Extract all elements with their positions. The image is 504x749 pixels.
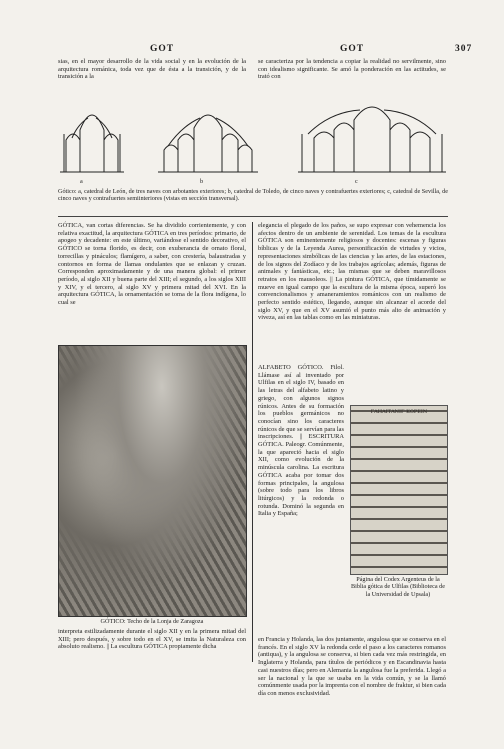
bottom-right-paragraph: en Francia y Holanda, las dos juntamente, angulosa que se conserva en el francés. En el siglo XV la redonda cede el paso a los caracteres romanos (antiqua), y la angulosa se conserva, si bien cada vez más restringida, en Inglaterra y Holanda, para títulos de periódicos y en Escandinavia hasta casi nuestros días; pero en Alemania la angulosa fue la preferida. Llegó a ser la nacional y la que se usaba en la vida común, y se la llamó comúnmente usada por la imprenta con el nombre de fraktur, si bien cada día con menos exclusividad. [258, 636, 446, 697]
column-rule [252, 222, 253, 662]
figure-label-b: b [200, 178, 204, 185]
bottom-left-paragraph: interpreta estilizadamente durante el siglo XII y en la primera mitad del XIII; pero después, y sobre todo en el XV, se imita la Naturaleza con absoluto realismo. || La escultura GÓTICA propiamente dicha [58, 628, 246, 651]
figure-label-a: a [80, 178, 83, 185]
right-column-paragraph: elegancia el plegado de los paños, se supo expresar con vehemencia los afectos dentro de un ambiente de serenidad. Los temas de la escultura GÓTICA son eminentemente religiosos y docentes: escenas y figuras bíblicas y de la Leyenda Aurea, personificación de virtudes y vicios, representaciones simbólicas de las ciencias y las artes, de las estaciones, de los signos del Zodíaco y de los trabajos agrícolas; además, figuras de animales y fantásticas, etc.; las mismas que se deben maravillosos retratos en los mausoleos. || La pintura GÓTICA, que tímidamente se mueve en igual campo que la escultura de la misma época, superó los convencionalismos y amaneramientos románicos con un realismo de perfecto sentido estético, llegando, aunque sin alcanzar el acorde del siglo XV, y que en el XV asumió el punto más alto de animación y viveza, así en las tablas como en las miniaturas. [258, 222, 446, 322]
cathedral-sections-figure [58, 90, 450, 176]
codex-argenteus-image [350, 405, 448, 575]
photo-caption: GÓTICO: Techo de la Lonja de Zaragoza [100, 618, 204, 625]
left-column-paragraph: GÓTICA, van cortas diferencias. Se ha dividido corrientemente, y con relativa exactitud, la arquitectura GÓTICA en tres períodos: primario, de apogeo y decadente: en este último, variándose el sentido decorativo, el GÓTICO se torna florido, es decir, con exuberancia de ornato floral, torrecillas y pináculos; flamígero, a saber, con crestería, balaustradas y contornos en forma de llamas ondulantes que se enlazan y cruzan. Corresponden aproximadamente y de una manera global: el primer período, al siglo XII y buena parte del XIII; el segundo, a los siglos XIII y XIV, y el tercero, al siglo XV y primera mitad del XVI. En la arquitectura GÓTICA, la ornamentación se toma de la flora indígena, lo cual se [58, 222, 246, 307]
figure-caption: Gótico: a, catedral de León, de tres naves con arbotantes exteriores; b, catedral de Toledo, de cinco naves y contrafuertes exteriores; c, catedral de Sevilla, de cinco naves y contrafuertes semiinteriores (vistas en sección transversal). [58, 188, 448, 203]
codex-caption: Página del Codex Argenteus de la Biblia gótica de Ulfilas (Biblioteca de la Universidad de Upsala) [351, 576, 445, 598]
running-head-left: GOT [150, 44, 175, 54]
running-head-right: GOT [340, 44, 365, 54]
alfabeto-gotico-entry: ALFABETO GÓTICO. Filol. Llámase así al inventado por Ulfilas en el siglo IV, basado en las letras del alfabeto latino y griego, con algunos signos rúnicos. Antes de su formación los pueblos germánicos no conocían sino los caracteres rúnicos de que se servían para las inscripciones. || ESCRITURA GÓTICA. Paleogr. Comúnmente, la que apareció hacia el siglo XII, como evolución de la minúscula carolina. La escritura GÓTICA acaba por tomar dos formas principales, la angulosa (sobre todo para los libros litúrgicos) y la redonda o rotunda. Dominó la segunda en Italia y España; [258, 364, 344, 518]
page-number: 307 [455, 44, 473, 54]
lonja-ceiling-photo [58, 345, 247, 617]
codex-image-heading: ΓΑΗΑΙΤΑΝΙΓ ΚΟΡΕΙΝ [370, 409, 428, 415]
top-right-paragraph: se caracteriza por la tendencia a copiar la realidad no servilmente, sino con idealismo significante. Se amó la ponderación en las actitudes, se trató con [258, 58, 446, 81]
top-left-paragraph: sias, en el mayor desarrollo de la vida social y en la evolución de la arquitectura románica, toda vez que de ésta a la transición, y de la transición a la [58, 58, 246, 81]
section-divider [58, 216, 448, 217]
figure-label-c: c [355, 178, 358, 185]
